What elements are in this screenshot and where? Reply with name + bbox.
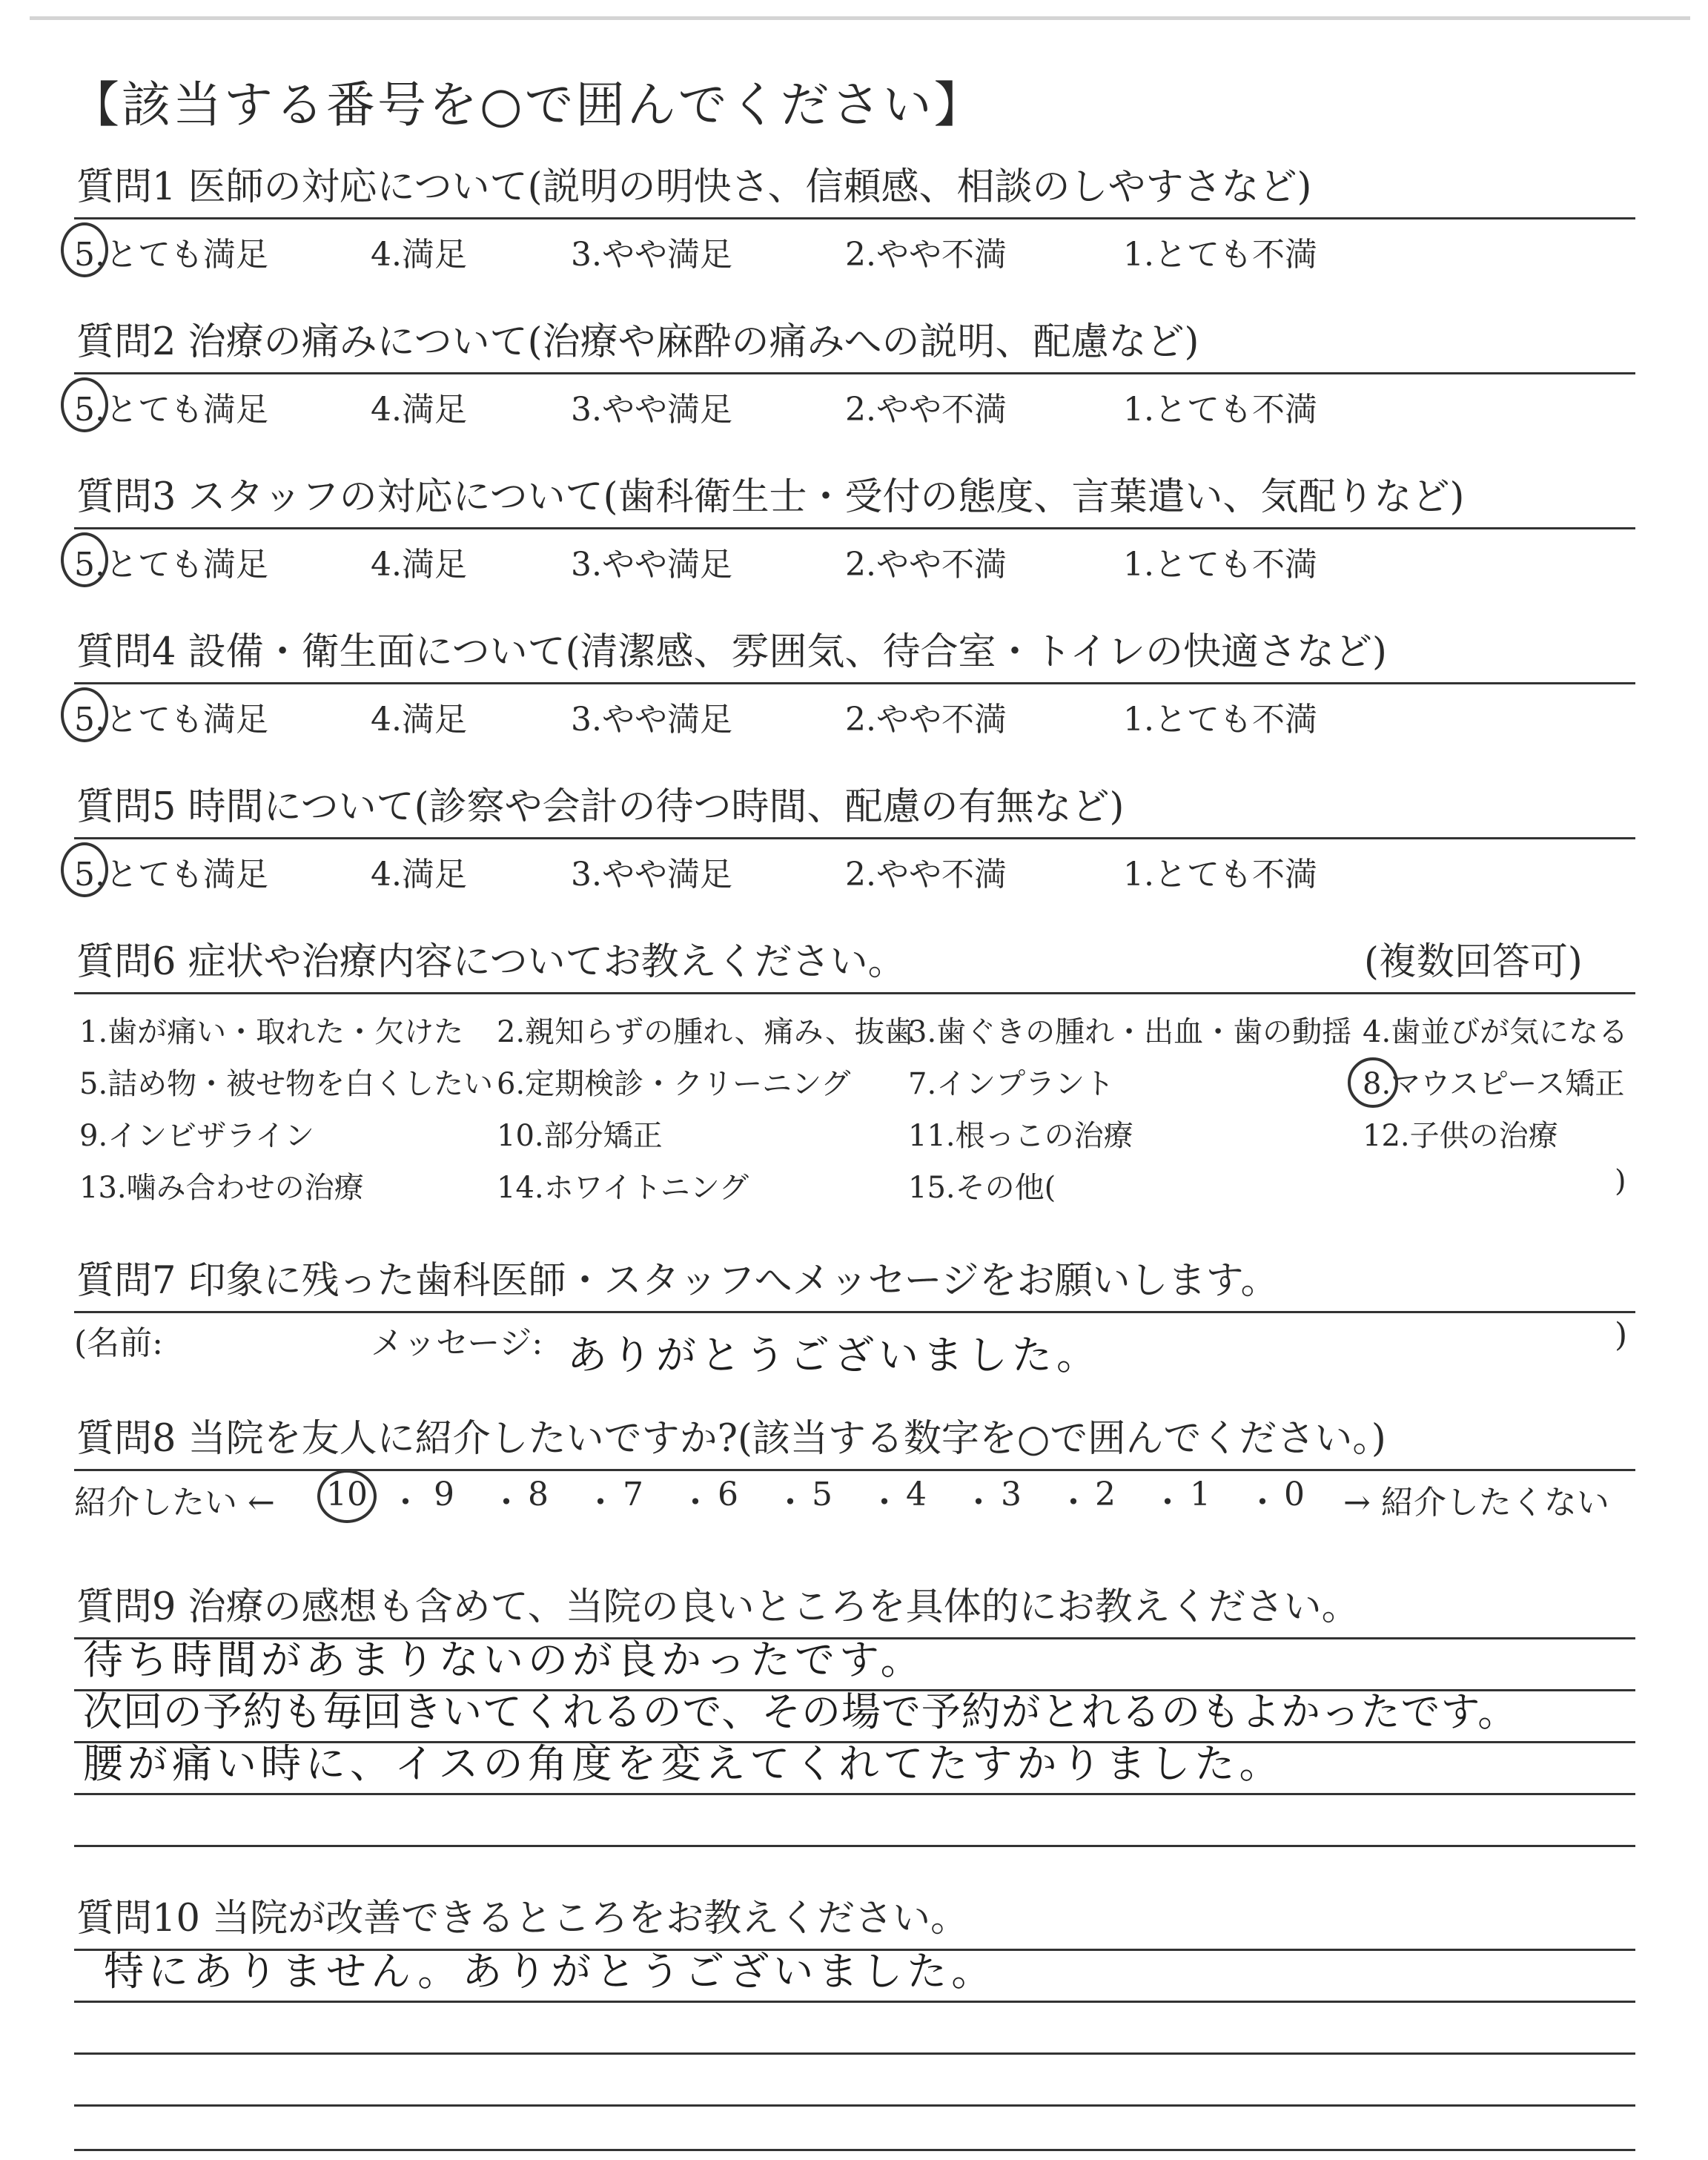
question-title: 質問10 当院が改善できるところをお教えください。: [76, 1897, 969, 1941]
question-title: 質問7 印象に残った歯科医師・スタッフへメッセージをお願いします。: [76, 1259, 1279, 1303]
scale-number[interactable]: 1: [1190, 1476, 1211, 1513]
symptom-option[interactable]: 4.歯並びが気になる: [1363, 1015, 1629, 1049]
answer-rule: [74, 1793, 1635, 1795]
multiple-answer-note: (複数回答可): [1364, 940, 1583, 984]
rating-option[interactable]: 3.やや満足: [571, 856, 732, 894]
handwritten-answer: 待ち時間があまりないのが良かったです。: [83, 1636, 925, 1683]
selection-circle: [61, 222, 108, 277]
rating-option[interactable]: 2.やや不満: [845, 236, 1007, 274]
recommend-left-label: 紹介したい ←: [74, 1484, 275, 1522]
question-rule: [74, 992, 1635, 994]
question-title: 質問8 当院を友人に紹介したいですか?(該当する数字を○で囲んでください。): [76, 1417, 1386, 1461]
selection-circle: [61, 842, 108, 897]
rating-option[interactable]: 5.とても満足: [74, 391, 268, 429]
rating-option[interactable]: 5.とても満足: [74, 856, 268, 894]
scale-number[interactable]: 4: [906, 1476, 927, 1513]
symptom-option[interactable]: 6.定期検診・クリーニング: [497, 1067, 851, 1101]
symptom-option[interactable]: 5.詰め物・被せ物を白くしたい: [79, 1067, 494, 1101]
recommend-right-label: → 紹介したくない: [1343, 1484, 1609, 1522]
rating-option[interactable]: 4.満足: [371, 856, 467, 894]
rating-option[interactable]: 3.やや満足: [571, 701, 732, 739]
scale-separator: ・: [1246, 1484, 1279, 1522]
question-rule: [74, 527, 1635, 529]
question-rule: [74, 217, 1635, 219]
answer-rule: [74, 2104, 1635, 2107]
symptom-option[interactable]: 10.部分矯正: [497, 1119, 663, 1153]
symptom-option[interactable]: 12.子供の治療: [1363, 1119, 1558, 1153]
rating-option[interactable]: 1.とても不満: [1123, 236, 1317, 274]
rating-option[interactable]: 4.満足: [371, 391, 467, 429]
handwritten-message: ありがとうございました。: [567, 1332, 1101, 1378]
selection-circle: [61, 532, 108, 587]
symptom-option[interactable]: 9.インビザライン: [79, 1119, 314, 1153]
selection-circle: [317, 1470, 377, 1523]
scale-number[interactable]: 8: [528, 1476, 549, 1513]
answer-rule: [74, 2001, 1635, 2003]
rating-option[interactable]: 1.とても不満: [1123, 391, 1317, 429]
handwritten-answer: 特にありません。ありがとうございました。: [104, 1948, 996, 1995]
question-rule: [74, 837, 1635, 839]
question-title: 質問2 治療の痛みについて(治療や麻酔の痛みへの説明、配慮など): [76, 320, 1199, 364]
rating-option[interactable]: 2.やや不満: [845, 546, 1007, 584]
selection-circle: [1348, 1057, 1398, 1108]
message-close-paren: ): [1615, 1316, 1628, 1354]
scale-number[interactable]: 2: [1095, 1476, 1116, 1513]
answer-rule: [74, 2052, 1635, 2055]
question-rule: [74, 372, 1635, 374]
other-close-paren: ): [1615, 1164, 1626, 1198]
selection-circle: [61, 687, 108, 742]
question-rule: [74, 682, 1635, 684]
question-title: 質問9 治療の感想も含めて、当院の良いところを具体的にお教えください。: [76, 1585, 1360, 1629]
answer-rule: [74, 2149, 1635, 2151]
symptom-option[interactable]: 13.噛み合わせの治療: [79, 1171, 364, 1205]
symptom-option[interactable]: 1.歯が痛い・取れた・欠けた: [79, 1015, 464, 1049]
scale-separator: ・: [389, 1484, 422, 1522]
rating-option[interactable]: 2.やや不満: [845, 856, 1007, 894]
scale-separator: ・: [679, 1484, 712, 1522]
rating-option[interactable]: 2.やや不満: [845, 391, 1007, 429]
rating-option[interactable]: 5.とても満足: [74, 701, 268, 739]
symptom-option[interactable]: 14.ホワイトニング: [497, 1171, 749, 1205]
symptom-option[interactable]: 11.根っこの治療: [908, 1119, 1133, 1153]
rating-option[interactable]: 4.満足: [371, 701, 467, 739]
symptom-option[interactable]: 15.その他(: [908, 1171, 1056, 1205]
symptom-option[interactable]: 2.親知らずの腫れ、痛み、抜歯: [497, 1015, 914, 1049]
scale-separator: ・: [490, 1484, 523, 1522]
scale-separator: ・: [868, 1484, 901, 1522]
symptom-option[interactable]: 8.マウスピース矯正: [1363, 1067, 1625, 1101]
rating-option[interactable]: 4.満足: [371, 546, 467, 584]
scale-number[interactable]: 7: [623, 1476, 643, 1513]
scale-separator: ・: [774, 1484, 807, 1522]
rating-option[interactable]: 1.とても不満: [1123, 546, 1317, 584]
selection-circle: [61, 377, 108, 432]
rating-option[interactable]: 5.とても満足: [74, 546, 268, 584]
scale-number[interactable]: 6: [718, 1476, 738, 1513]
symptom-option[interactable]: 7.インプラント: [908, 1067, 1115, 1101]
rating-option[interactable]: 2.やや不満: [845, 701, 1007, 739]
page-title: 【該当する番号を○で囲んでください】: [70, 76, 985, 133]
rating-option[interactable]: 3.やや満足: [571, 391, 732, 429]
question-title: 質問5 時間について(診察や会計の待つ時間、配慮の有無など): [76, 785, 1125, 829]
scale-separator: ・: [962, 1484, 995, 1522]
name-label: (名前:: [74, 1324, 163, 1362]
scale-number[interactable]: 5: [812, 1476, 833, 1513]
rating-option[interactable]: 1.とても不満: [1123, 856, 1317, 894]
handwritten-answer: 腰が痛い時に、イスの角度を変えてくれてたすかりました。: [83, 1740, 1284, 1787]
scale-separator: ・: [1151, 1484, 1184, 1522]
rating-option[interactable]: 1.とても不満: [1123, 701, 1317, 739]
handwritten-answer: 次回の予約も毎回きいてくれるので、その場で予約がとれるのもよかったです。: [83, 1688, 1518, 1735]
scale-number[interactable]: 0: [1284, 1476, 1305, 1513]
rating-option[interactable]: 3.やや満足: [571, 546, 732, 584]
scale-separator: ・: [1057, 1484, 1090, 1522]
scale-number[interactable]: 10: [326, 1476, 368, 1513]
question-title: 質問6 症状や治療内容についてお教えください。: [76, 940, 906, 984]
question-title: 質問1 医師の対応について(説明の明快さ、信頼感、相談のしやすさなど): [76, 165, 1312, 209]
top-border: [30, 16, 1690, 20]
scale-number[interactable]: 9: [434, 1476, 454, 1513]
question-title: 質問4 設備・衛生面について(清潔感、雰囲気、待合室・トイレの快適さなど): [76, 630, 1387, 674]
question-title: 質問3 スタッフの対応について(歯科衛生士・受付の態度、言葉遣い、気配りなど): [76, 475, 1465, 519]
scale-number[interactable]: 3: [1001, 1476, 1022, 1513]
rating-option[interactable]: 3.やや満足: [571, 236, 732, 274]
rating-option[interactable]: 4.満足: [371, 236, 467, 274]
answer-rule: [74, 1845, 1635, 1847]
question-rule: [74, 1469, 1635, 1471]
scale-separator: ・: [584, 1484, 617, 1522]
message-label: メッセージ:: [371, 1324, 543, 1362]
question-rule: [74, 1311, 1635, 1313]
symptom-option[interactable]: 3.歯ぐきの腫れ・出血・歯の動揺: [908, 1015, 1352, 1049]
rating-option[interactable]: 5.とても満足: [74, 236, 268, 274]
